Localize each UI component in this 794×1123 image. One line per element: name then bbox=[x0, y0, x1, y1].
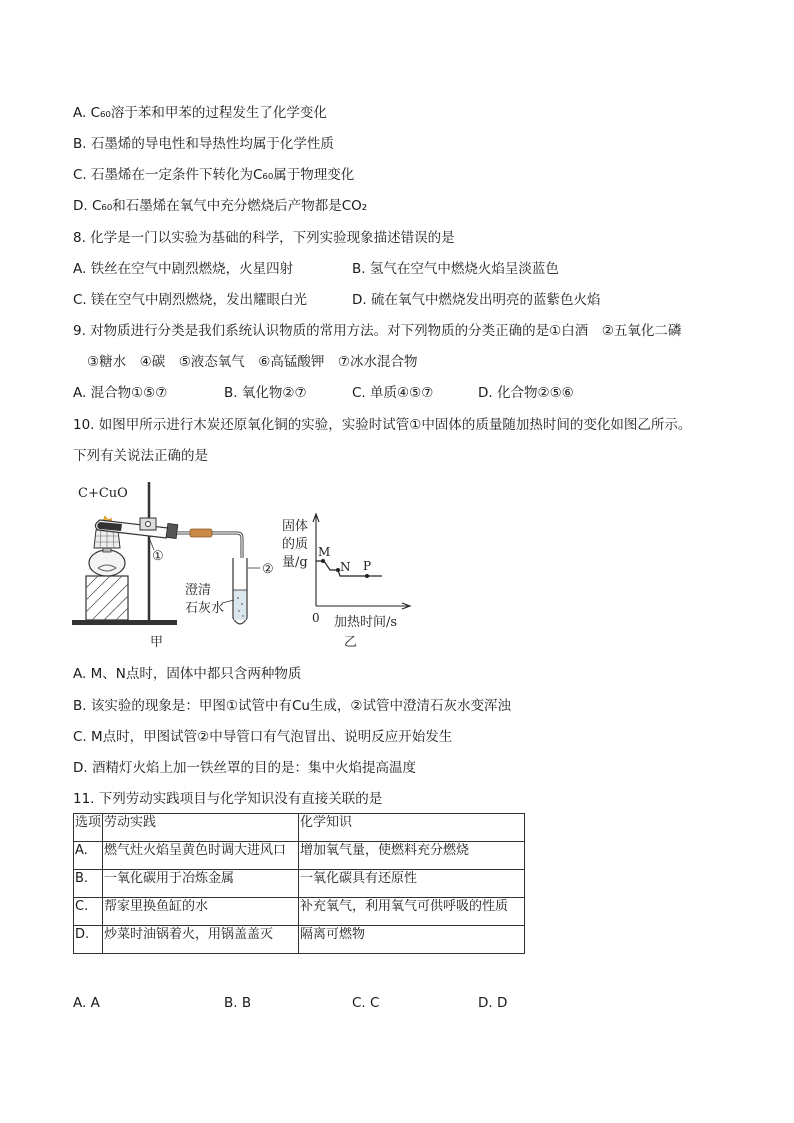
q11-option-b: B. B bbox=[224, 995, 252, 1011]
y-label-2: 的质 bbox=[282, 537, 309, 552]
q10-option-d: D. 酒精灯火焰上加一铁丝罩的目的是：集中火焰提高温度 bbox=[73, 760, 416, 776]
row-a-knowledge: 增加氧气量，使燃料充分燃烧 bbox=[299, 842, 525, 870]
caption-jia: 甲 bbox=[150, 635, 164, 650]
row-d-practice: 炒菜时油锅着火，用锅盖盖灭 bbox=[103, 926, 299, 954]
header-option: 选项 bbox=[74, 814, 103, 842]
point-p bbox=[365, 574, 369, 578]
row-c-option: C. bbox=[74, 898, 103, 926]
table-row bbox=[74, 842, 525, 870]
point-m bbox=[321, 559, 325, 563]
row-c-practice: 帮家里换鱼缸的水 bbox=[103, 898, 299, 926]
row-c-knowledge: 补充氧气，利用氧气可供呼吸的性质 bbox=[299, 898, 525, 926]
row-a-option: A. bbox=[74, 842, 103, 870]
table-row bbox=[74, 870, 525, 898]
table-row bbox=[74, 898, 525, 926]
y-label-3: 量/g bbox=[282, 555, 308, 570]
row-a-practice: 燃气灶火焰呈黄色时调大进风口 bbox=[103, 842, 299, 870]
rubber-tube bbox=[190, 529, 212, 537]
row-b-practice: 一氧化碳用于冶炼金属 bbox=[103, 870, 299, 898]
q10-option-b: B. 该实验的现象是：甲图①试管中有Cu生成，②试管中澄清石灰水变浑浊 bbox=[73, 698, 512, 714]
q7-option-b: B. 石墨烯的导电性和导热性均属于化学性质 bbox=[73, 136, 334, 152]
y-label-1: 固体 bbox=[282, 519, 309, 534]
x-label: 加热时间/s bbox=[334, 615, 398, 630]
q10-stem-line2: 下列有关说法正确的是 bbox=[73, 448, 208, 464]
q11-option-c: C. C bbox=[352, 995, 380, 1011]
alcohol-lamp bbox=[89, 550, 125, 576]
apparatus-diagram bbox=[72, 482, 274, 650]
q9-option-d: D. 化合物②⑤⑥ bbox=[478, 385, 574, 401]
stopper bbox=[166, 523, 178, 538]
q10-option-a: A. M、N点时，固体中都只含两种物质 bbox=[73, 666, 302, 682]
q8-option-c: C. 镁在空气中剧烈燃烧，发出耀眼白光 bbox=[73, 292, 308, 308]
q11-option-d: D. D bbox=[478, 995, 508, 1011]
q8-option-d: D. 硫在氧气中燃烧发出明亮的蓝紫色火焰 bbox=[352, 292, 601, 308]
q9-option-a: A. 混合物①⑤⑦ bbox=[73, 385, 168, 401]
label-limewater-1: 澄清 bbox=[185, 583, 212, 598]
label-limewater-2: 石灰水 bbox=[185, 601, 225, 616]
caption-yi: 乙 bbox=[344, 635, 358, 650]
label-m: M bbox=[318, 545, 331, 559]
row-d-option: D. bbox=[74, 926, 103, 954]
q7-option-a: A. C₆₀溶于苯和甲苯的过程发生了化学变化 bbox=[73, 105, 327, 121]
q11-table bbox=[73, 813, 525, 954]
q11-stem: 11. 下列劳动实践项目与化学知识没有直接关联的是 bbox=[73, 791, 383, 807]
q8-stem: 8. 化学是一门以实验为基础的科学，下列实验现象描述错误的是 bbox=[73, 230, 455, 246]
row-b-knowledge: 一氧化碳具有还原性 bbox=[299, 870, 525, 898]
row-b-option: B. bbox=[74, 870, 103, 898]
q8-option-a: A. 铁丝在空气中剧烈燃烧，火星四射 bbox=[73, 261, 294, 277]
origin-label: 0 bbox=[312, 611, 320, 625]
q10-stem-line1: 10. 如图甲所示进行木炭还原氧化铜的实验，实验时试管①中固体的质量随加热时间的变化如图乙所示。 bbox=[73, 417, 692, 433]
stand-base bbox=[72, 620, 177, 625]
label-tube2: ② bbox=[262, 562, 274, 577]
label-n: N bbox=[340, 560, 351, 574]
q9-stem-line1: 9. 对物质进行分类是我们系统认识物质的常用方法。对下列物质的分类正确的是①白酒 ②五氧化二磷 bbox=[73, 323, 682, 339]
q7-option-d: D. C₆₀和石墨烯在氧气中充分燃烧后产物都是CO₂ bbox=[73, 198, 368, 214]
q9-option-b: B. 氧化物②⑦ bbox=[224, 385, 307, 401]
label-reactants: C+CuO bbox=[78, 486, 128, 501]
table-row bbox=[74, 926, 525, 954]
mass-time-graph bbox=[282, 514, 410, 650]
label-tube1: ① bbox=[152, 549, 164, 564]
header-knowledge: 化学知识 bbox=[299, 814, 525, 842]
q10-figure bbox=[72, 478, 422, 650]
q7-option-c: C. 石墨烯在一定条件下转化为C₆₀属于物理变化 bbox=[73, 167, 355, 183]
q9-stem-line2: ③糖水 ④碳 ⑤液态氧气 ⑥高锰酸钾 ⑦冰水混合物 bbox=[87, 354, 418, 370]
q11-option-a: A. A bbox=[73, 995, 100, 1011]
label-p: P bbox=[363, 559, 372, 573]
q10-option-c: C. M点时，甲图试管②中导管口有气泡冒出、说明反应开始发生 bbox=[73, 729, 453, 745]
q9-option-c: C. 单质④⑤⑦ bbox=[352, 385, 434, 401]
wooden-block bbox=[86, 576, 128, 620]
table-header-row bbox=[74, 814, 525, 842]
header-practice: 劳动实践 bbox=[103, 814, 299, 842]
row-d-knowledge: 隔离可燃物 bbox=[299, 926, 525, 954]
q8-option-b: B. 氢气在空气中燃烧火焰呈淡蓝色 bbox=[352, 261, 559, 277]
